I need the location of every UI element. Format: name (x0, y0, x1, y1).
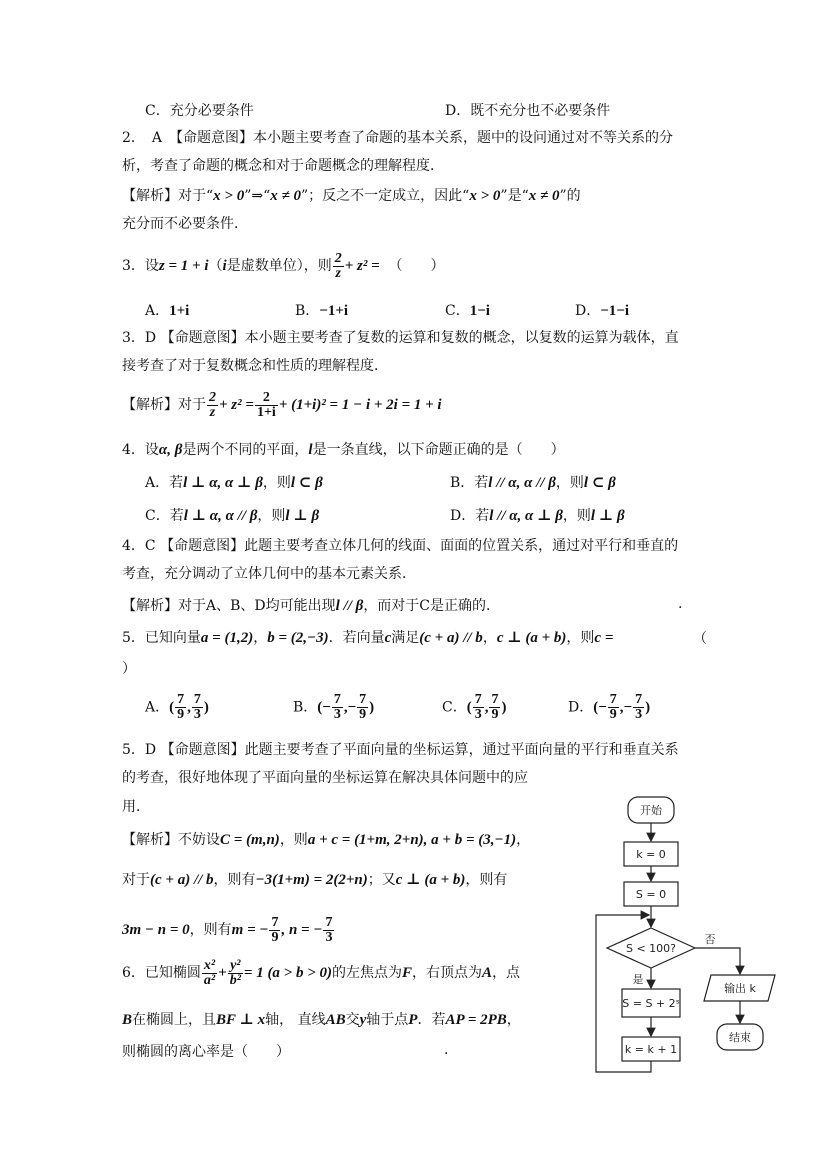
numerator: 7 (325, 914, 333, 930)
flow-update-k-label: k = k + 1 (624, 1043, 678, 1056)
paren-open: （ (693, 631, 707, 647)
math: ) (369, 699, 375, 716)
paren-close: ） (122, 661, 136, 677)
text: 交 (345, 1012, 360, 1028)
math: ) (203, 699, 209, 716)
math: ) (501, 699, 507, 716)
jiexi-label: 【解析】不妨设 (122, 832, 220, 848)
text: ， (482, 630, 497, 646)
fraction (175, 693, 186, 722)
q1-option-c: C．充分必要条件 (145, 103, 254, 119)
question-3-stem (122, 248, 445, 284)
fraction (323, 916, 334, 945)
numerator: 2 (209, 389, 216, 405)
math-expr: + z² = (344, 258, 380, 274)
text: （ (208, 258, 223, 274)
math-cond: c ⊥ (a + b) (496, 630, 567, 646)
math-expr: a + c = (1+m, 2+n), a + b = (3,−1) (307, 832, 517, 848)
math-expr: l // β (335, 598, 364, 614)
text: ．若向量 (328, 630, 385, 646)
text: 是虚数单位），则 (226, 258, 332, 274)
denominator: 9 (359, 707, 367, 722)
denominator: a² (203, 972, 216, 988)
option-value: −1+i (319, 303, 349, 319)
flow-update-s-label: S = S + 2ˢ (622, 997, 680, 1010)
numerator: 2 (334, 250, 342, 266)
answer-3-tail: 接考查了对于复数概念和性质的理解程度． (122, 358, 388, 374)
math-expr: 3m − n = 0 (122, 922, 190, 938)
stray-dot: . (678, 596, 683, 612)
option-cond: l ⊥ α, α // β (183, 508, 258, 524)
denominator: 3 (635, 707, 643, 722)
text: ，则 (555, 475, 584, 491)
fraction (202, 959, 217, 988)
math-cond-a-2: x > 0 (469, 188, 501, 204)
math: ) (645, 699, 651, 716)
text: 6．已知椭圆 (122, 965, 201, 981)
text: ，则有 (189, 922, 232, 938)
fraction (332, 693, 343, 722)
text: 轴于点 (366, 1012, 409, 1028)
option-label: B． (295, 303, 320, 319)
option-cond: l // α, α ⊥ β (489, 508, 563, 524)
math-cond-b: x ≠ 0 (270, 188, 302, 204)
math-vec-c: c (384, 630, 392, 646)
math-expr: C = (m,n) (220, 832, 280, 848)
math-expr: , n = − (281, 922, 323, 938)
option-cond: l ⊥ α, α ⊥ β (183, 475, 263, 491)
comma: ,− (619, 699, 633, 716)
denominator: z (335, 265, 341, 281)
q3-option-c (445, 300, 490, 320)
text: ，则 (279, 832, 308, 848)
q4-option-d (450, 505, 625, 525)
text: ”是“ (500, 188, 529, 204)
numerator: 7 (491, 692, 499, 707)
text: ，则有 (213, 872, 256, 888)
text: 轴， 直线 (265, 1012, 326, 1028)
q3-option-d (575, 300, 629, 320)
fraction (255, 391, 278, 420)
math-expr: c ⊥ (a + b) (395, 872, 466, 888)
option-label: C． (445, 303, 470, 319)
q5-option-a (145, 693, 209, 722)
fraction (228, 959, 243, 988)
flow-output-label: 输出 k (724, 982, 756, 995)
text: ，则 (262, 475, 291, 491)
q3-option-a (145, 300, 189, 320)
text: 4．设 (122, 442, 159, 458)
q4-option-a (145, 472, 323, 492)
math: + (218, 965, 227, 981)
flow-init-k-label: k = 0 (636, 848, 666, 861)
math: AB (325, 1012, 346, 1028)
denominator: 3 (193, 707, 201, 722)
answer-4-jiexi (122, 596, 500, 616)
q3-option-b (295, 300, 348, 320)
numerator: 2 (255, 391, 278, 406)
option-concl: l ⊂ β (583, 475, 616, 491)
q1-option-d: D．既不充分也不必要条件 (445, 103, 611, 119)
math: (− (593, 699, 607, 716)
denominator: b² (229, 972, 241, 988)
denominator: 9 (491, 707, 499, 722)
fraction (207, 391, 218, 420)
jiexi-label: 【解析】 (122, 188, 178, 204)
text: ”⇒“ (244, 188, 271, 204)
option-cond: l // α, α // β (488, 475, 556, 491)
option-value: 1−i (469, 303, 490, 319)
option-label: D． (568, 699, 594, 716)
fraction (608, 693, 619, 722)
answer-4-head: 4．C 【命题意图】此题主要考查立体几何的线面、面面的位置关系，通过对平行和垂直的 (122, 538, 679, 554)
text: ，则 (566, 630, 595, 646)
flow-no-label: 否 (704, 933, 716, 946)
numerator: 7 (609, 692, 617, 707)
math-expr: (c + a) // b (150, 872, 214, 888)
math-line: l (308, 442, 313, 458)
q5-option-b (293, 693, 374, 722)
fraction (489, 693, 500, 722)
fraction (333, 252, 344, 281)
flow-arrow-no (695, 948, 740, 974)
denominator: 3 (333, 707, 341, 722)
option-label: A． (145, 699, 170, 716)
text: ”的 (559, 188, 581, 204)
q5-option-d (568, 693, 650, 722)
text: 的左焦点为 (332, 965, 403, 981)
math: ( (169, 699, 175, 716)
flow-start-label: 开始 (640, 804, 662, 817)
option-concl: l ⊥ β (590, 508, 625, 524)
comma: ,− (343, 699, 357, 716)
numerator: 7 (177, 692, 185, 707)
flow-yes-label: 是 (632, 973, 644, 986)
flow-decision-label: S < 100? (625, 942, 677, 955)
text: ， (506, 1012, 521, 1028)
text: 对于“ (178, 188, 214, 204)
math-expr: = 1 (a > b > 0) (243, 965, 333, 981)
math-expr: + z² = (219, 397, 254, 413)
comma: , (484, 699, 489, 716)
denominator: 1+i (256, 404, 276, 420)
answer-5-jiexi-2 (122, 870, 507, 890)
numerator: 7 (333, 692, 341, 707)
jiexi-label: 【解析】对于 (122, 397, 206, 413)
text: ，而对于C是正确的． (363, 598, 501, 614)
math: ( (466, 699, 472, 716)
option-concl: l ⊥ β (285, 508, 320, 524)
text: 对于 (122, 872, 150, 888)
math-i: i (222, 258, 227, 274)
option-label: A． (145, 303, 170, 319)
math-expr: + (1+i)² = 1 − i + 2i = 1 + i (278, 397, 442, 413)
question-6-line3: 则椭圆的离心率是（ ） (122, 1044, 290, 1060)
text: ， (516, 832, 531, 848)
text: 满足 (391, 630, 420, 646)
answer-5-jiexi-3 (122, 912, 335, 948)
math: (− (317, 699, 331, 716)
answer-2-tail: 析，考查了命题的概念和对于命题概念的理解程度． (122, 158, 444, 174)
math: y (359, 1012, 367, 1028)
denominator: 3 (325, 929, 333, 945)
math-z-def: z = 1 + i (158, 258, 209, 274)
math: F (402, 965, 413, 981)
answer-2-jiexi (122, 186, 581, 206)
text: ，点 (492, 965, 521, 981)
q4-option-b (450, 472, 616, 492)
option-label: A．若 (145, 475, 184, 491)
text: 在椭圆上，且 (132, 1012, 217, 1028)
denominator: 3 (474, 707, 482, 722)
math-vec-a: a = (1,2) (200, 630, 254, 646)
q5-option-c (442, 693, 506, 722)
answer-3-head: 3．D 【命题意图】本小题主要考查了复数的运算和复数的概念，以复数的运算为载体，直 (122, 330, 679, 346)
numerator: 7 (271, 914, 279, 930)
math-vec-b: b = (2,−3) (267, 630, 329, 646)
flow-end-label: 结束 (729, 1031, 751, 1044)
answer-2-head: 2． A 【命题意图】本小题主要考查了命题的基本关系，题中的设问通过对不等关系的分 (122, 130, 674, 146)
fraction (633, 693, 644, 722)
denominator: 9 (271, 929, 279, 945)
text: ，则 (257, 508, 286, 524)
option-value: −1−i (600, 303, 629, 319)
answer-5-jiexi-1 (122, 830, 530, 850)
math-cond-a: x > 0 (213, 188, 245, 204)
text: ，则有 (465, 872, 508, 888)
question-6-line2 (122, 1010, 521, 1030)
option-label: C．若 (145, 508, 184, 524)
question-6-stem (122, 955, 520, 991)
fraction (357, 693, 368, 722)
math-cond-b-2: x ≠ 0 (528, 188, 560, 204)
option-concl: l ⊂ β (290, 475, 323, 491)
text: ， (253, 630, 268, 646)
text: ；又 (367, 872, 396, 888)
math: B (122, 1012, 133, 1028)
option-label: D．若 (450, 508, 490, 524)
numerator: 7 (359, 692, 367, 707)
text: ，则 (562, 508, 591, 524)
option-label: D． (575, 303, 601, 319)
fraction (269, 916, 280, 945)
math-planes: α, β (158, 442, 183, 458)
answer-5-line2: 的考查，很好地体现了平面向量的坐标运算在解决具体问题中的应 (122, 770, 528, 786)
stray-dot: . (444, 1042, 449, 1058)
denominator: 9 (177, 707, 185, 722)
math: P (408, 1012, 418, 1028)
math-expr: −3(1+m) = 2(2+n) (255, 872, 368, 888)
text: 5．已知向量 (122, 630, 201, 646)
text: 是一条直线，以下命题正确的是（ ） (312, 442, 565, 458)
denominator: 9 (609, 707, 617, 722)
option-label: B．若 (450, 475, 489, 491)
math-ask: c = (594, 630, 614, 646)
text: 【解析】对于A、B、D均可能出现 (122, 598, 336, 614)
text: 是两个不同的平面， (182, 442, 309, 458)
math-expr: AP = 2PB (445, 1012, 507, 1028)
option-label: B． (293, 699, 318, 716)
text: ，右顶点为 (412, 965, 483, 981)
option-value: 1+i (169, 303, 190, 319)
numerator: 7 (635, 692, 643, 707)
math-expr: BF ⊥ x (216, 1012, 266, 1028)
q4-option-c (145, 505, 319, 525)
math-expr: m = − (231, 922, 269, 938)
math-cond: (c + a) // b (419, 630, 483, 646)
answer-5-head: 5．D 【命题意图】此题主要考查了平面向量的坐标运算，通过平面向量的平行和垂直关系 (122, 742, 679, 758)
numerator: y² (228, 959, 243, 974)
math: A (482, 965, 493, 981)
answer-5-line3: 用． (122, 799, 150, 815)
question-5-stem (122, 628, 613, 648)
fraction (192, 693, 203, 722)
question-4-stem (122, 440, 565, 460)
comma: , (187, 699, 191, 716)
flow-init-s-label: S = 0 (635, 888, 667, 901)
numerator: 7 (193, 692, 201, 707)
answer-2-jiexi-tail: 充分而不必要条件． (122, 216, 248, 232)
option-label: C． (442, 699, 467, 716)
flowchart (590, 795, 790, 1080)
text: ”；反之不一定成立，因此“ (301, 188, 470, 204)
answer-blank: （ ） (388, 258, 445, 274)
text: 3．设 (122, 258, 159, 274)
fraction (473, 693, 484, 722)
text: ．若 (417, 1012, 446, 1028)
numerator: x² (203, 957, 216, 973)
denominator: z (209, 404, 216, 420)
numerator: 7 (474, 692, 482, 707)
answer-3-jiexi (122, 387, 442, 423)
answer-4-tail: 考查，充分调动了立体几何中的基本元素关系． (122, 566, 416, 582)
